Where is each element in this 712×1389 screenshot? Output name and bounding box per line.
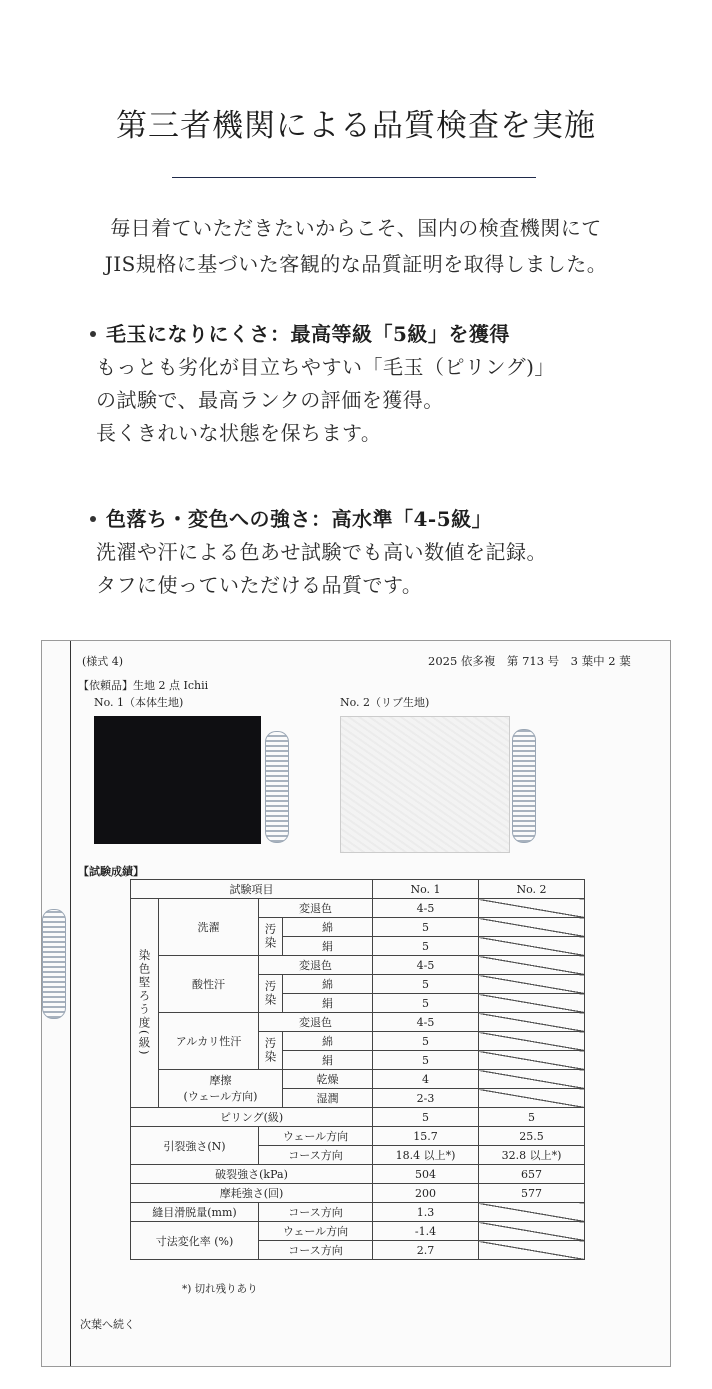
table-row xyxy=(131,899,585,918)
cell-value: 5 xyxy=(373,1032,479,1051)
empty-cell xyxy=(479,918,585,937)
fabric-swatch-no2 xyxy=(340,716,510,853)
header-item: 試験項目 xyxy=(131,880,373,899)
table-row xyxy=(131,1013,585,1032)
rubbing-label xyxy=(159,1070,283,1108)
empty-cell xyxy=(479,1070,585,1089)
continued-note: 次葉へ続く xyxy=(80,1318,135,1331)
empty-cell xyxy=(479,956,585,975)
empty-cell xyxy=(479,1089,585,1108)
seal-stamp xyxy=(42,909,66,1019)
stain-label: 汚染 xyxy=(259,975,283,1013)
table-row xyxy=(131,1165,585,1184)
silk-label: 絹 xyxy=(283,1051,373,1070)
bullet-icon xyxy=(90,331,96,337)
empty-cell xyxy=(479,1222,585,1241)
colorfastness-line-1: 洗濯や汗による色あせ試験でも高い数値を記録。 xyxy=(96,540,547,564)
rubbing-direction: (ウェール方向) xyxy=(183,1089,258,1103)
burst-label: 破裂強さ(kPa) xyxy=(131,1165,373,1184)
empty-cell xyxy=(479,1203,585,1222)
empty-cell xyxy=(479,975,585,994)
discolor-label: 変退色 xyxy=(259,956,373,975)
cell-value: 504 xyxy=(373,1165,479,1184)
empty-cell xyxy=(479,937,585,956)
rubbing-text: 摩擦 xyxy=(209,1073,232,1087)
cell-value: 4-5 xyxy=(373,956,479,975)
header-no1: No. 1 xyxy=(373,880,479,899)
table-row xyxy=(131,1108,585,1127)
intro-line-2: JIS規格に基づいた客観的な品質証明を取得しました。 xyxy=(104,252,608,276)
wet-label: 湿潤 xyxy=(283,1089,373,1108)
discolor-label: 変退色 xyxy=(259,1013,373,1032)
test-report-scan xyxy=(41,640,671,1367)
pilling-heading: 毛玉になりにくさ：最高等級「5級」を獲得 xyxy=(90,318,670,351)
empty-cell xyxy=(479,994,585,1013)
cell-value: 657 xyxy=(479,1165,585,1184)
colorfastness-heading: 色落ち・変色への強さ：高水準「4-5級」 xyxy=(90,503,670,536)
page-title: 第三者機関による品質検査を実施 xyxy=(116,108,596,144)
cell-value: 2-3 xyxy=(373,1089,479,1108)
wale-label: ウェール方向 xyxy=(259,1127,373,1146)
stain-label: 汚染 xyxy=(259,918,283,956)
cell-value: 18.4 以上*) xyxy=(373,1146,479,1165)
no2-label: No. 2（リブ生地) xyxy=(340,696,430,709)
course-label: コース方向 xyxy=(259,1203,373,1222)
colorfastness-section xyxy=(90,503,670,602)
pilling-label: ピリング(級) xyxy=(131,1108,373,1127)
intro-text xyxy=(0,210,712,282)
cell-value: 4-5 xyxy=(373,899,479,918)
pilling-line-3: 長くきれいな状態を保ちます。 xyxy=(96,421,382,445)
table-row xyxy=(131,1222,585,1241)
discolor-label: 変退色 xyxy=(259,899,373,918)
cell-value: 25.5 xyxy=(479,1127,585,1146)
cell-value: 2.7 xyxy=(373,1241,479,1260)
tear-label: 引裂強さ(N) xyxy=(131,1127,259,1165)
report-margin-line xyxy=(70,641,71,1366)
dimension-label: 寸法変化率 (%) xyxy=(131,1222,259,1260)
fabric-swatch-no1 xyxy=(94,716,261,844)
wale-label: ウェール方向 xyxy=(259,1222,373,1241)
cotton-label: 綿 xyxy=(283,975,373,994)
cotton-label: 綿 xyxy=(283,918,373,937)
empty-cell xyxy=(479,1241,585,1260)
bullet-icon xyxy=(90,516,96,522)
footnote: *) 切れ残りあり xyxy=(182,1283,258,1295)
table-row xyxy=(131,1127,585,1146)
pilling-section xyxy=(90,318,670,450)
cell-value: 4 xyxy=(373,1070,479,1089)
table-row xyxy=(131,956,585,975)
seal-stamp xyxy=(265,731,289,843)
empty-cell xyxy=(479,1013,585,1032)
form-number: (様式 4) xyxy=(82,655,124,668)
table-row xyxy=(131,880,585,899)
title-divider xyxy=(172,177,536,178)
header-no2: No. 2 xyxy=(479,880,585,899)
cell-value: 5 xyxy=(373,937,479,956)
silk-label: 絹 xyxy=(283,937,373,956)
table-row xyxy=(131,1203,585,1222)
cell-value: 32.8 以上*) xyxy=(479,1146,585,1165)
cell-value: 5 xyxy=(373,994,479,1013)
empty-cell xyxy=(479,1051,585,1070)
cell-value: 5 xyxy=(373,1051,479,1070)
intro-line-1: 毎日着ていただきたいからこそ、国内の検査機関にて xyxy=(110,216,602,240)
table-row xyxy=(131,1184,585,1203)
seam-label: 縫目滑脱量(mm) xyxy=(131,1203,259,1222)
cell-value: 5 xyxy=(479,1108,585,1127)
pilling-line-1: もっとも劣化が目立ちやすい「毛玉（ピリング)」 xyxy=(96,355,555,379)
cell-value: -1.4 xyxy=(373,1222,479,1241)
washing-label: 洗濯 xyxy=(159,899,259,956)
sample-label: 【依頼品】生地 2 点 Ichii xyxy=(78,679,209,692)
cell-value: 1.3 xyxy=(373,1203,479,1222)
no1-label: No. 1（本体生地) xyxy=(94,696,184,709)
cell-value: 4-5 xyxy=(373,1013,479,1032)
empty-cell xyxy=(479,899,585,918)
cell-value: 5 xyxy=(373,975,479,994)
results-table xyxy=(130,879,585,1260)
course-label: コース方向 xyxy=(259,1146,373,1165)
course-label: コース方向 xyxy=(259,1241,373,1260)
colorfastness-line-2: タフに使っていただける品質です。 xyxy=(96,573,423,597)
cell-value: 5 xyxy=(373,918,479,937)
cell-value: 15.7 xyxy=(373,1127,479,1146)
cotton-label: 綿 xyxy=(283,1032,373,1051)
empty-cell xyxy=(479,1032,585,1051)
cell-value: 5 xyxy=(373,1108,479,1127)
silk-label: 絹 xyxy=(283,994,373,1013)
abrasion-label: 摩耗強さ(回) xyxy=(131,1184,373,1203)
table-row xyxy=(131,1070,585,1089)
report-reference: 2025 依多複 第 713 号 3 葉中 2 葉 xyxy=(428,654,631,668)
stain-label: 汚染 xyxy=(259,1032,283,1070)
dry-label: 乾燥 xyxy=(283,1070,373,1089)
cell-value: 200 xyxy=(373,1184,479,1203)
pilling-line-2: の試験で、最高ランクの評価を獲得。 xyxy=(96,388,444,412)
cell-value: 577 xyxy=(479,1184,585,1203)
results-label: 【試験成績】 xyxy=(78,865,144,878)
color-fastness-label: 染色堅ろう度(級) xyxy=(131,899,159,1108)
acid-sweat-label: 酸性汗 xyxy=(159,956,259,1013)
alkali-sweat-label: アルカリ性汗 xyxy=(159,1013,259,1070)
seal-stamp xyxy=(512,729,536,843)
